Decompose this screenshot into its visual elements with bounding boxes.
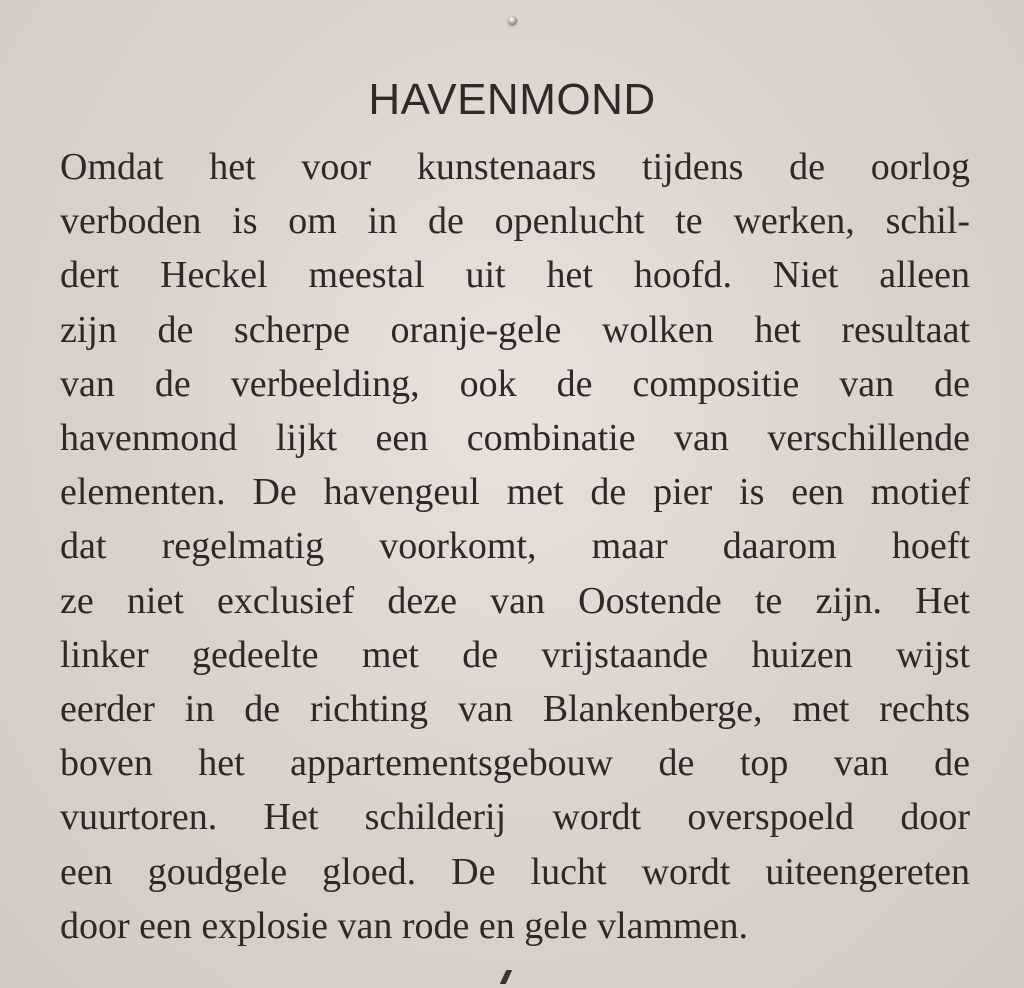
description-line: elementen. De havengeul met de pier is een motief (60, 471, 970, 514)
label-description (60, 140, 970, 953)
mounting-pin (508, 16, 517, 25)
description-line: linker gedeelte met de vrijstaande huizen wijst (60, 633, 970, 676)
description-line: vuurtoren. Het schilderij wordt overspoeld door (60, 796, 970, 839)
description-line: door een explosie van rode en gele vlammen. (60, 904, 748, 947)
description-line: van de verbeelding, ook de compositie van de (60, 362, 970, 405)
description-line: zijn de scherpe oranje-gele wolken het resultaat (60, 308, 970, 351)
description-line: eerder in de richting van Blankenberge, met rechts (60, 688, 970, 731)
description-line: dat regelmatig voorkomt, maar daarom hoeft (60, 525, 970, 568)
description-line: boven het appartementsgebouw de top van de (60, 742, 970, 785)
description-line: een goudgele gloed. De lucht wordt uiteengereten (60, 850, 970, 893)
label-title: HAVENMOND (368, 75, 656, 124)
description-line: ze niet exclusief deze van Oostende te zijn. Het (60, 579, 970, 622)
cropped-text-fragment (500, 970, 513, 984)
description-line: verboden is om in de openlucht te werken, schil- (60, 200, 970, 243)
description-line: Omdat het voor kunstenaars tijdens de oorlog (60, 146, 970, 188)
description-line: havenmond lijkt een combinatie van verschillende (60, 417, 970, 460)
description-line: dert Heckel meestal uit het hoofd. Niet alleen (60, 254, 970, 297)
